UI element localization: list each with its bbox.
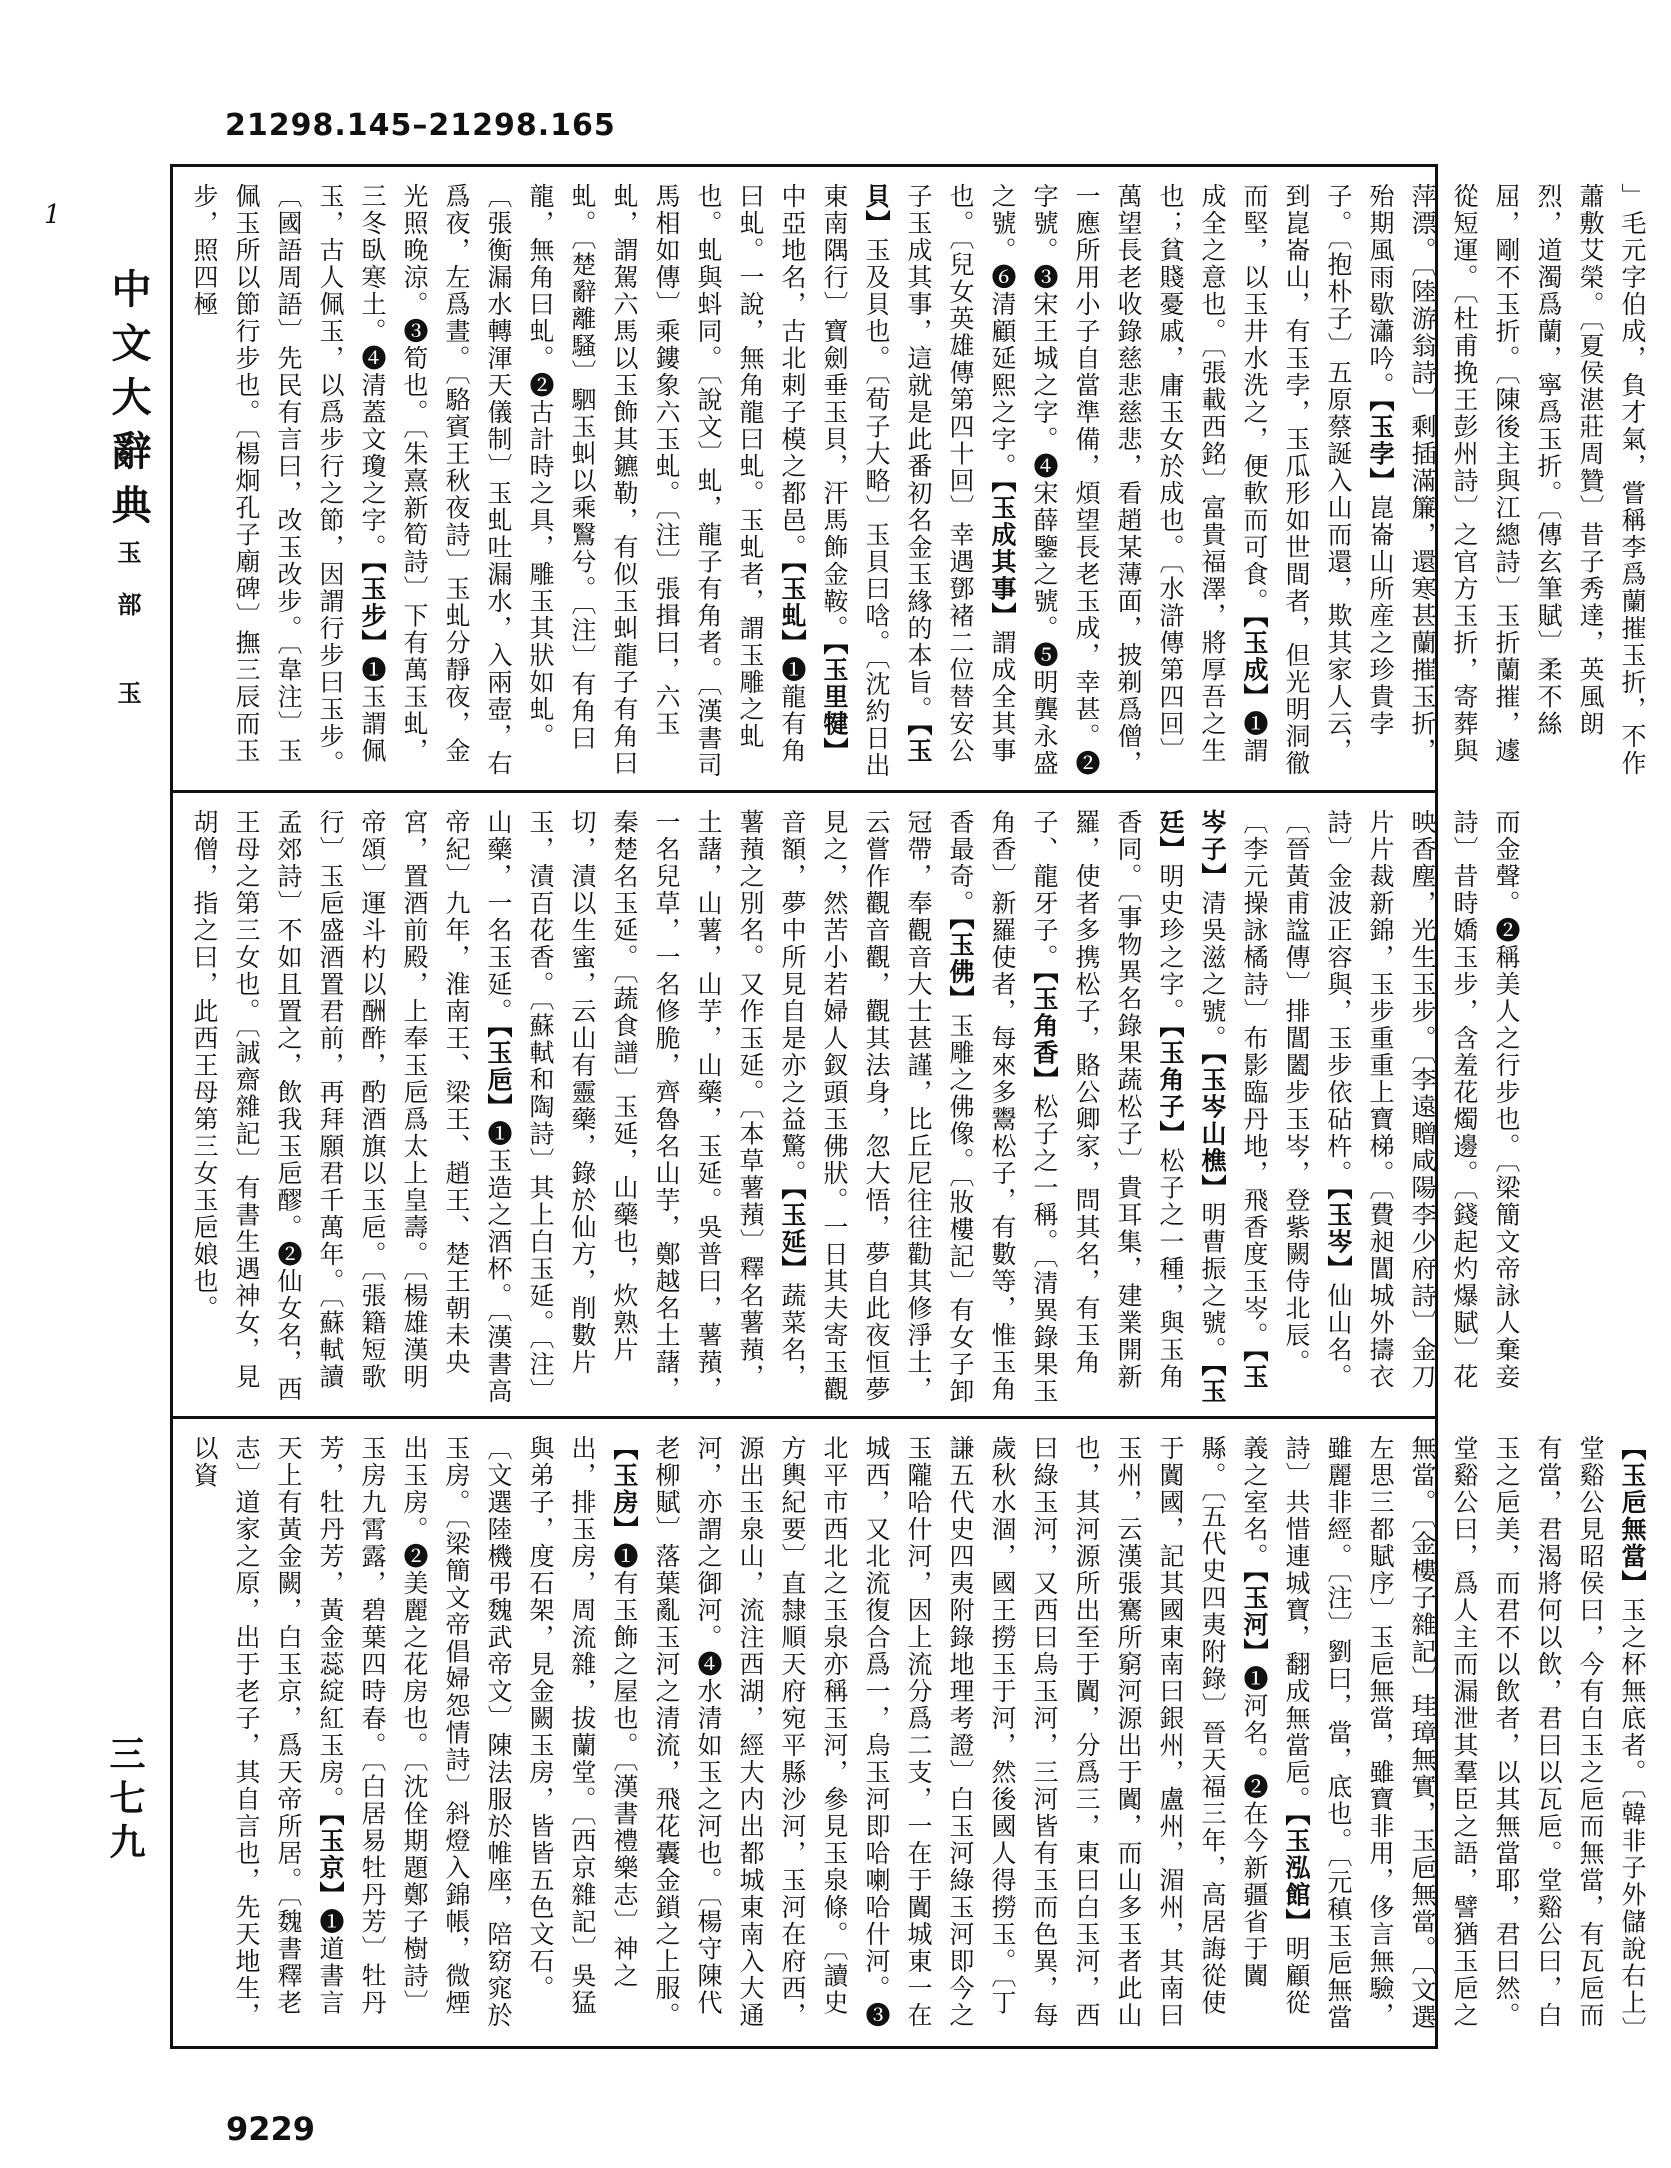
entry-range-header: 21298.145–21298.165 <box>225 108 616 143</box>
band-text <box>173 793 1545 1416</box>
entry-definition: ❶有玉飾之屋也。〔漢書禮樂志〕神之出，排玉房，周流雜，拔蘭堂。〔西京雜記〕吳猛與弟子，度石架，見金闕玉房，皆皆五色文石。〔文選陸機弔魏武帝文〕陳法服於帷座，陪窈窕於玉房。〔梁簡文帝倡婦怨情詩〕斜燈入錦帳，微煙出玉房。❷美麗之花房也。〔沈佺期題鄭子樹詩〕玉房九霄露，碧葉四時春。〔白居易牡丹芳〕牡丹芳，牡丹芳，黃金蕊綻紅玉房。 <box>316 1435 639 2029</box>
entry-headword: 【玉里犍】 <box>820 642 849 765</box>
page-number: 9229 <box>226 2110 316 2148</box>
dictionary-entry <box>190 809 513 1405</box>
text-band-top <box>173 167 1647 793</box>
entry-headword: 【玉巵】 <box>484 1025 513 1121</box>
dictionary-entry <box>1198 1052 1227 1364</box>
entry-definition: 玉之杯無底者。〔韓非子外儲說右上〕堂谿公見昭侯曰，今有白玉之巵而無當，有瓦巵而有當，君渴將何以飲，君曰以瓦巵。堂谿公曰，白玉之巵美，而君不以飲者，以其無當耶，君曰然。堂谿公曰，爲人主而漏泄其羣臣之語，譬猶玉巵之無當。〔金樓子雜記〕珪璋無實，玉巵無當。〔文選左思三都賦序〕玉巵無當，雖寶非用，侈言無驗，雖麗非經。〔注〕劉曰，當，底也。〔元稹玉巵無當詩〕共惜連城寶，翻成無當巵。 <box>1282 1435 1647 2031</box>
entry-headword: 【玉河】 <box>1240 1570 1269 1666</box>
text-band-bottom <box>173 1419 1647 2046</box>
entry-headword: 【玉岑子】 <box>1198 809 1269 1391</box>
book-title: 中文大辭典 <box>105 268 152 538</box>
entry-headword: 【玉岑山樵】 <box>1198 1052 1227 1202</box>
dictionary-entry <box>1366 183 1647 777</box>
entry-definition: 崑崙山所産之珍貴孛子。〔抱朴子〕五原蔡誕入山而還，欺其家人云，到崑崙山，有玉孛，玉瓜形如世間者，但光明洞徹而堅，以玉井水洗之，便軟而可食。 <box>1240 183 1395 777</box>
entry-headword: 【玉步】 <box>358 561 387 657</box>
band-text <box>173 1419 1671 2046</box>
dictionary-entry <box>988 183 1269 777</box>
entry-definition: ❶玉謂佩玉，古人佩玉，以爲步行之節，因謂行步曰玉步。〔國語周語〕先民有言曰，改玉改步。〔韋注〕玉佩玉所以節行步也。〔楊炯孔子廟碑〕撫三辰而玉步，照四極 <box>190 183 387 777</box>
entry-definition: 謂成全其事也。〔兒女英雄傳第四十回〕幸遇鄧褚二位替安公子玉成其事，這就是此番初名金玉緣的本旨。 <box>904 183 1017 765</box>
entry-definition: 明顧從義之室名。 <box>1240 1435 1311 2017</box>
band-text <box>173 167 1671 790</box>
entry-headword: 【玉佛】 <box>946 917 975 1013</box>
dictionary-entry <box>652 1435 1269 2029</box>
dictionary-entry <box>316 1435 639 2029</box>
entry-definition: ❶道書言天上有黃金闕，白玉京，爲天帝所居。〔魏書釋老志〕道家之原，出于老子，其自言也，先天地生，以資 <box>190 1435 345 2029</box>
entry-definition: 玉雕之佛像。〔妝樓記〕有女子卸冠帶，奉觀音大士甚謹，比丘尼往往勸其修淨土，云嘗作觀音觀，觀其法身，忽大悟，夢自此夜恒夢見之，然苦小若婦人釵頭玉佛狀。一日其夫寄玉觀音額，夢中所見自是亦之益驚。 <box>778 809 975 1405</box>
entry-definition: 松子之一稱。〔清異錄果玉角香〕新羅使者，每來多鬻松子，有數等，惟玉角香最奇。 <box>946 809 1059 1405</box>
dictionary-entry <box>484 809 807 1405</box>
entry-definition: 蔬菜名，薯蕷之別名。又作玉延。〔本草薯蕷〕釋名薯蕷，土藷，山薯，山芋，山藥，玉延。吳普曰，薯蕷，一名兒草，一名修脆，齊魯名山芋，鄭越名土藷，秦楚名玉延。〔蔬食譜〕玉延，山藥也，炊熟片切，漬以生蜜，云山有靈藥，錄於仙方，削數片玉，漬百花香。〔蘇軾和陶詩〕其上白玉延。〔注〕山藥，一名玉延。 <box>484 809 807 1405</box>
entry-headword: 【玉貝】 <box>862 183 933 765</box>
dictionary-entry <box>1282 1435 1647 2031</box>
entry-definition: 」毛元字伯成，負才氣，嘗稱李爲蘭摧玉折，不作蕭敷艾榮。〔夏侯湛莊周贊〕昔子秀達，英風朗烈，道濁爲蘭，寧爲玉折。〔傳玄筆賦〕柔不絲屈，剛不玉折。〔陳後主與江總詩〕玉折蘭摧，遽從短運。〔杜甫挽王彭州詩〕之官方玉折，寄葬與萍漂。〔陸游翁詩〕剩插滿簾，還寒甚蘭摧玉折，殆期風雨歇瀟吟。 <box>1366 183 1647 777</box>
entry-headword: 【玉岑】 <box>1324 1187 1353 1283</box>
entry-definition: ❶龍有角曰虬。一說，無角龍曰虬。玉虬者，謂玉雕之虬也。虬與蚪同。〔說文〕虬，龍子有角者。〔漢書司馬相如傳〕乘鏤象六玉虬。〔注〕張揖曰，六玉虬，謂駕六馬以玉飾其鑣勒，有似玉虯龍子有角曰虬。〔楚辭離騷〕駟玉虯以乘鷖兮。〔注〕有角曰龍，無角曰虬。❷古計時之具，雕玉其狀如虬。〔張衡漏水轉渾天儀制〕玉虬吐漏水，入兩壺，右爲夜，左爲晝。〔駱賓王秋夜詩〕玉虬分靜夜，金光照晚涼。❸筍也。〔朱熹新筍詩〕下有萬玉虬，三冬臥寒土。❹清蓋文瓊之字。 <box>358 183 807 779</box>
entry-definition: ❶玉造之酒杯。〔漢書高帝紀〕九年，淮南王、梁王、趙王、楚王朝未央宮，置酒前殿，上奉玉巵爲太上皇壽。〔楊雄漢明帝頌〕運斗杓以酬酢，酌酒旗以玉巵。〔張籍短歌行〕玉巵盛酒置君前，再拜願君千萬年。〔蘇軾讀孟郊詩〕不如且置之，飲我玉巵醪。❷仙女名，西王母之第三女也。〔誠齋雜記〕有書生遇神女，見胡僧，指之曰，此西王母第三女玉巵娘也。 <box>190 809 513 1405</box>
entry-headword: 【玉房】 <box>610 1435 639 1543</box>
entry-headword: 【玉成】 <box>1240 615 1269 711</box>
entry-headword: 【玉角香】 <box>1030 971 1059 1094</box>
entry-definition: ❶謂成全之意也。〔張載西銘〕富貴福澤，將厚吾之生也；貧賤憂戚，庸玉女於成也。〔水滸傳第四回〕萬望長老收錄慈悲慈悲，看趙某薄面，披剃爲僧，一應所用小子自當準備，煩望長老玉成，幸甚。❷字號。❸宋王城之字。❹宋薛鑒之號。❺明龔永盛之號。❻清顧延熙之字。 <box>988 183 1269 777</box>
entry-definition: 清吳滋之號。 <box>1198 890 1227 1052</box>
entry-definition: 而金聲。❷稱美人之行步也。〔梁簡文帝詠人棄妾詩〕昔時嬌玉步，含羞花燭邊。〔錢起灼爆賦〕花映香塵，光生玉步。〔李遠贈咸陽李少府詩〕金刀片片裁新錦，玉步重重上寶梯。〔費昶閶城外擣衣詩〕金波正容與，玉步依砧杵。 <box>1324 809 1521 1391</box>
text-band-middle <box>173 793 1521 1419</box>
page-frame <box>170 164 1647 2049</box>
entry-definition: 玉及貝也。〔荀子大略〕玉貝曰唅。〔沈約日出東南隅行〕寶劍垂玉貝，汗馬飾金鞍。 <box>820 183 891 779</box>
entry-definition: ❶河名。❷在今新疆省于闐縣。〔五代史四夷附錄〕晉天福三年，高居誨從使于闐國，記其國東南曰銀州，盧州，湄州，其南曰玉州，云漢張騫所窮河源出于闐，而山多玉者此山也，其河源所出至于闐，分爲三，東曰白玉河，西曰綠玉河，又西曰烏玉河，三河皆有玉而色異，每歲秋水涸，國王撈玉于河，然後國人得撈玉。〔丁謙五代史四夷附錄地理考證〕白玉河綠玉河即今之玉隴哈什河，因上流分爲二支，一在于闐城東一在城西，又北流復合爲一，烏玉河即哈喇哈什河。❸北平市西北之玉泉亦稱玉河，參見玉泉條。〔讀史方輿紀要〕直隸順天府宛平縣沙河，玉河在府西，源出玉泉山，流注西湖，經大内出都城東南入大通河，亦謂之御河。❹水清如玉之河也。〔楊守陳代老柳賦〕落葉亂玉河之清流，飛花囊金鎖之上服。 <box>652 1435 1269 2029</box>
entry-definition: 明史珍之字。 <box>1156 863 1185 1025</box>
dictionary-entry <box>1324 809 1521 1391</box>
dictionary-entry <box>358 183 807 779</box>
entry-headword: 【玉孛】 <box>1366 399 1395 495</box>
entry-headword: 【玉虬】 <box>778 561 807 657</box>
entry-headword: 【玉延】 <box>778 1187 807 1283</box>
margin-mark: 1 <box>44 200 61 230</box>
entry-headword: 【玉廷】 <box>1156 809 1227 1405</box>
entry-headword: 【玉京】 <box>316 1813 345 1909</box>
entry-headword: 【玉巵無當】 <box>1618 1435 1647 1597</box>
page-number-cjk: 三七九 <box>104 1735 146 1867</box>
entry-headword: 【玉泓館】 <box>1282 1813 1311 1936</box>
entry-definition: 仙山名。〔晉黃甫諡傳〕排閶闔步玉岑，登紫闕侍北辰。〔李元操詠橘詩〕布影臨丹地，飛香度玉岑。 <box>1240 809 1353 1391</box>
entry-headword: 【玉角子】 <box>1156 1025 1185 1148</box>
entry-headword: 【玉成其事】 <box>988 480 1017 630</box>
section-label: 玉部 玉 <box>113 540 142 733</box>
entry-definition: 松子之一種，與玉角香同。〔事物異名錄果蔬松子〕貴耳集，建業開新羅，使者多携松子，賂公卿家，問其名，有玉角子、龍牙子。 <box>1030 809 1185 1391</box>
entry-definition: 中亞地名，古北刺子模之都邑。 <box>778 183 807 561</box>
entry-definition: 明曹振之號。 <box>1198 1201 1227 1364</box>
